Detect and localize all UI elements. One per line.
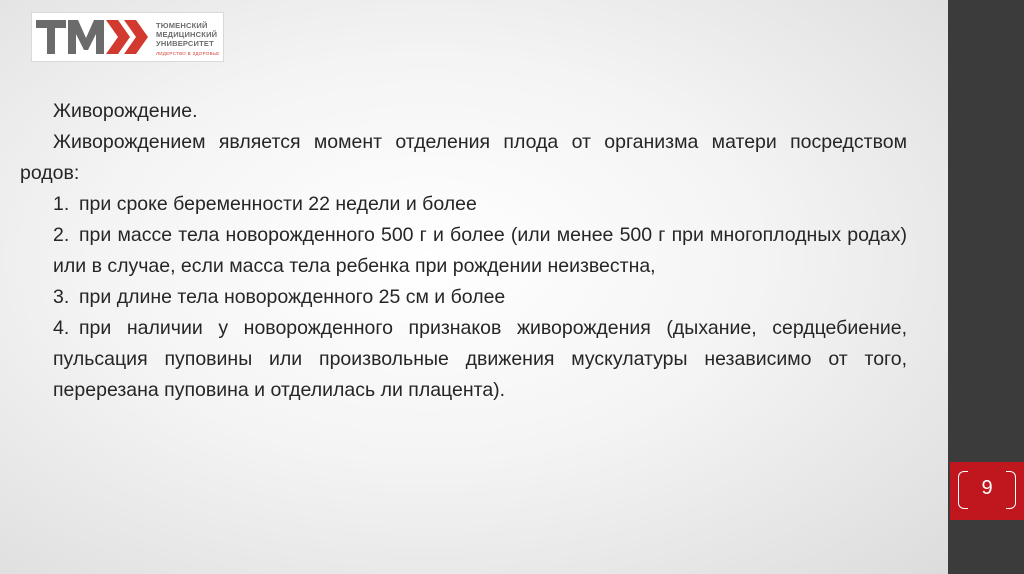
list-item (20, 189, 907, 220)
page-number: 9 (981, 477, 993, 499)
logo-line-2: МЕДИЦИНСКИЙ (156, 30, 218, 39)
list-text: при наличии у новорожденного признаков живорождения (дыхание, сердцебиение, пульсация пуповины или произвольные движения мускулатуры независимо от того, перерезана пуповина и отделилась ли плацента). (53, 317, 907, 401)
logo-line-3: УНИВЕРСИТЕТ (156, 39, 214, 48)
list-number: 1. (53, 193, 70, 215)
logo-wordmark (156, 21, 217, 48)
list-item (20, 220, 907, 282)
slide-body (20, 96, 907, 406)
tmu-logo-icon (36, 16, 154, 58)
list-text: при сроке беременности 22 недели и более (79, 193, 477, 215)
slide-title: Живорождение. (53, 100, 198, 122)
university-logo (31, 12, 224, 62)
intro-paragraph: Живорождением является момент отделения плода от организма матери посредством родов: (20, 131, 907, 184)
logo-tagline: ЛИДЕРСТВО В ЗДОРОВЬЕ (156, 51, 220, 56)
list-number: 4. (53, 317, 70, 339)
list-text: при массе тела новорожденного 500 г и более (или менее 500 г при многоплодных родах) или в случае, если масса тела ребенка при рождении неизвестна, (53, 224, 907, 277)
list-number: 2. (53, 224, 70, 246)
list-item (20, 282, 907, 313)
right-bracket-icon (1006, 471, 1016, 509)
logo-line-1: ТЮМЕНСКИЙ (156, 21, 208, 30)
page-number-badge (950, 462, 1024, 520)
list-item (20, 313, 907, 406)
list-number: 3. (53, 286, 70, 308)
list-text: при длине тела новорожденного 25 см и более (79, 286, 506, 308)
